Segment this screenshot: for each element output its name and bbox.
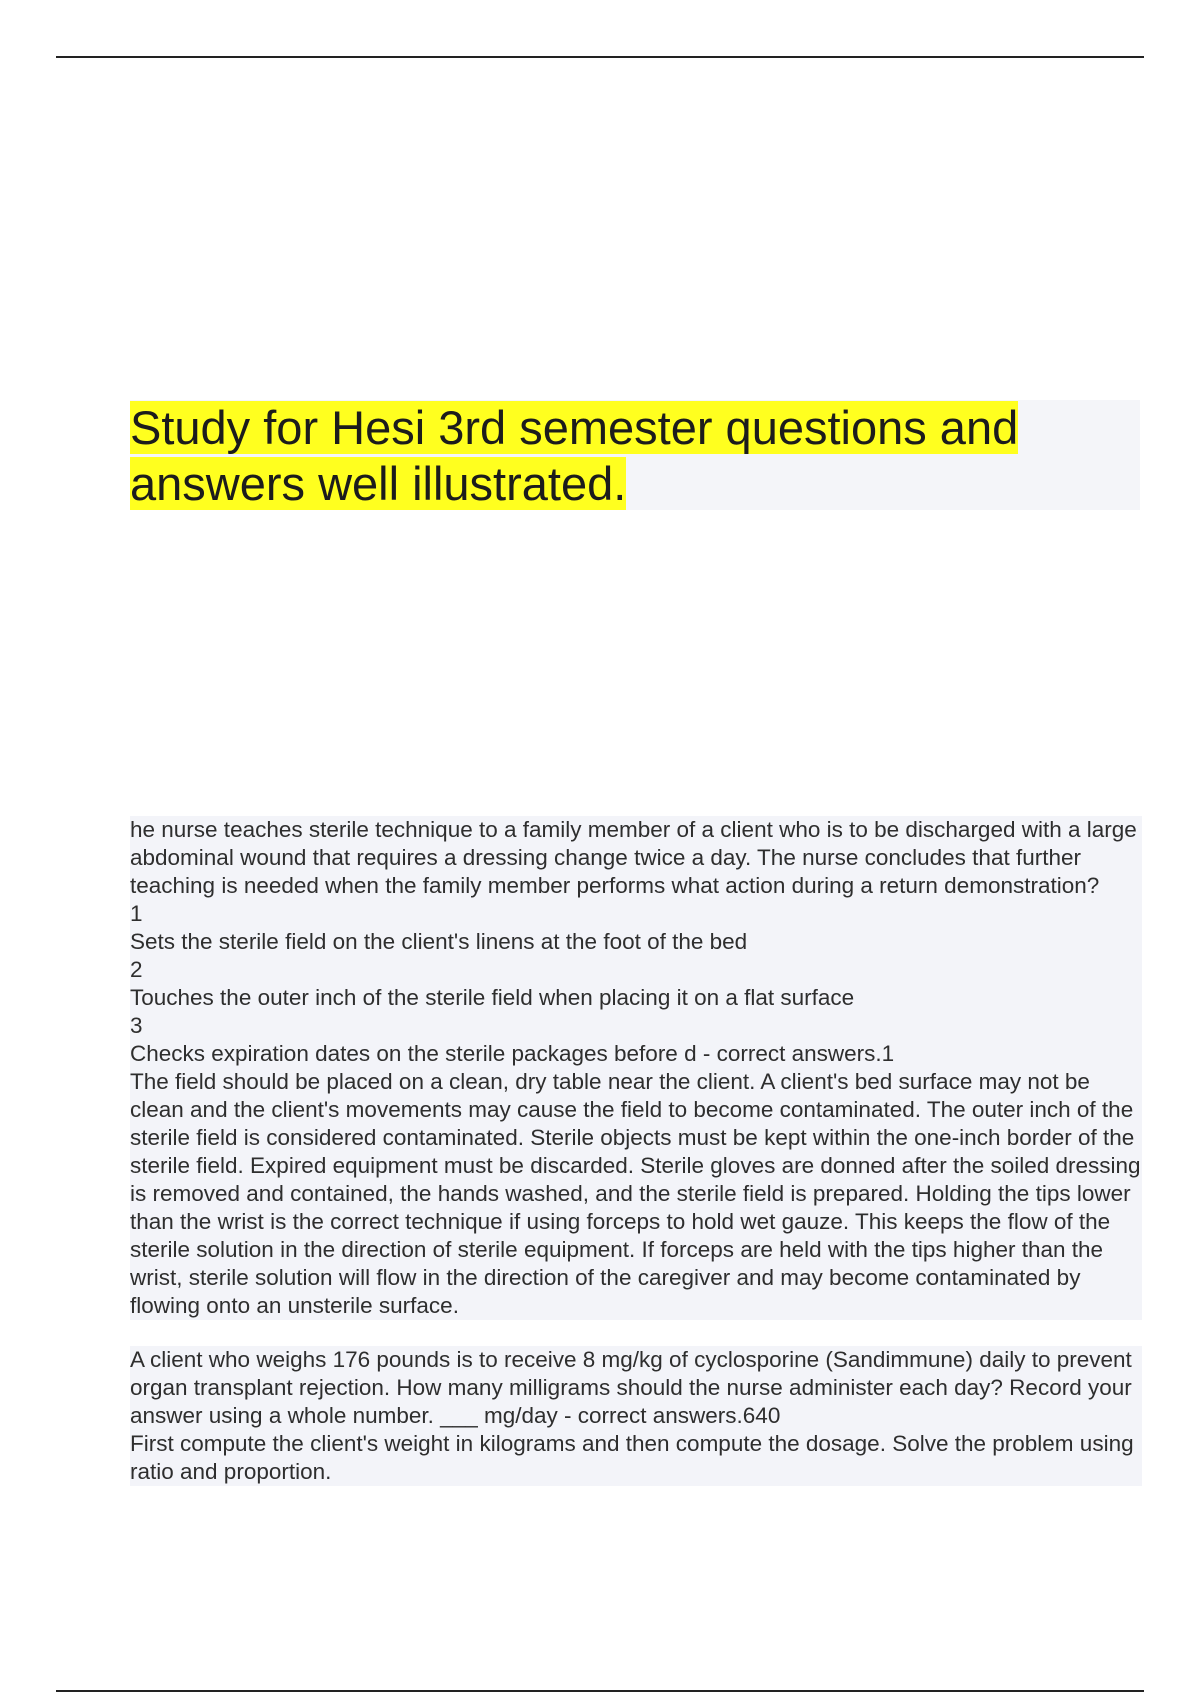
title-highlight: Study for Hesi 3rd semester questions and answers well illustrated. (130, 401, 1019, 510)
question-1-option-3-text: Checks expiration dates on the sterile packages before d - correct answers.1 (130, 1040, 1142, 1068)
question-1-option-3-number: 3 (130, 1012, 1142, 1040)
question-1-option-1-text: Sets the sterile field on the client's linens at the foot of the bed (130, 928, 1142, 956)
header-rule (56, 56, 1144, 58)
question-1-option-1-number: 1 (130, 900, 1142, 928)
question-1-option-2-number: 2 (130, 956, 1142, 984)
document-body (130, 816, 1142, 1486)
question-2-stem: A client who weighs 176 pounds is to receive 8 mg/kg of cyclosporine (Sandimmune) daily to prevent organ transplant rejection. How many milligrams should the nurse administer each day? Record your answer using a whole number. ___ mg/day - correct answers.640 (130, 1346, 1142, 1430)
question-2-rationale: First compute the client's weight in kilograms and then compute the dosage. Solve the problem using ratio and proportion. (130, 1430, 1142, 1486)
question-1-stem: he nurse teaches sterile technique to a family member of a client who is to be discharged with a large abdominal wound that requires a dressing change twice a day. The nurse concludes that further teaching is needed when the family member performs what action during a return demonstration? (130, 816, 1142, 900)
paragraph-spacer (130, 1320, 1142, 1346)
footer-rule (56, 1690, 1144, 1692)
document-title (130, 400, 1110, 512)
title-block (130, 400, 1140, 510)
question-1-option-2-text: Touches the outer inch of the sterile field when placing it on a flat surface (130, 984, 1142, 1012)
question-1-rationale: The field should be placed on a clean, dry table near the client. A client's bed surface may not be clean and the client's movements may cause the field to become contaminated. The outer inch of the sterile field is considered contaminated. Sterile objects must be kept within the one-inch border of the sterile field. Expired equipment must be discarded. Sterile gloves are donned after the soiled dressing is removed and contained, the hands washed, and the sterile field is prepared. Holding the tips lower than the wrist is the correct technique if using forceps to hold wet gauze. This keeps the flow of the sterile solution in the direction of sterile equipment. If forceps are held with the tips higher than the wrist, sterile solution will flow in the direction of the caregiver and may become contaminated by flowing onto an unsterile surface. (130, 1069, 1141, 1318)
